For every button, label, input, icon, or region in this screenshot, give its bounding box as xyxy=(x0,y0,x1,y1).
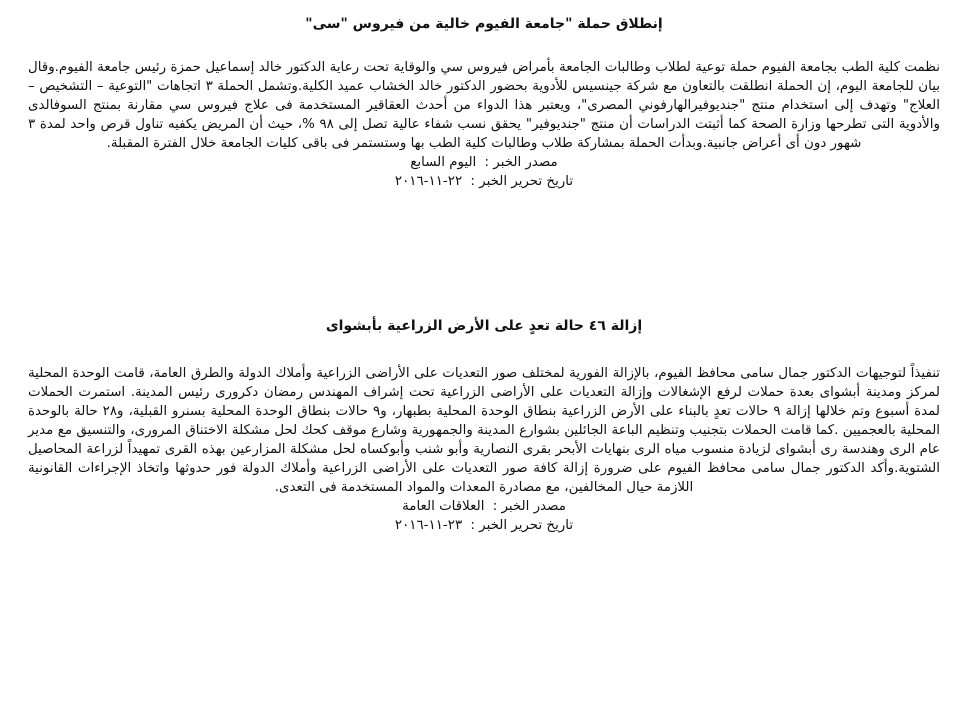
article-body: نظمت كلية الطب بجامعة الفيوم حملة توعية لطلاب وطالبات الجامعة بأمراض فيروس سي والوقاية تحت رعاية الدكتور خالد إسماعيل حمزة رئيس جامعة الفيوم.وقال بيان للجامعة اليوم، إن الحملة انطلقت بالتعاون مع شركة جينسيس للأدوية بحضور الدكتور خالد الخشاب عميد الكلية.وتشمل الحملة ٣ اتجاهات "التوعية – التشخيص – العلاج" وتهدف إلى استخدام منتج "جنديوفيرالهارفوني المصرى"، ويعتبر هذا الدواء من أحدث العقاقير المستخدمة فى علاج فيروس سي مقارنة بمنتج السوفالدى والأدوية التى تطرحها وزارة الصحة كما أثبتت الدراسات أن منتج "جنديوفير" يحقق نسب شفاء عالية تصل إلى ٩٨ %، حيث أن المريض يكفيه تناول قرص واحد لمدة ٣ شهور دون أى أعراض جانبية.وبدأت الحملة بمشاركة طلاب وطالبات كلية الطب بها وستستمر فى باقى كليات الجامعة خلال الفترة المقبلة. xyxy=(28,60,940,151)
date-value: ٢٣-١١-٢٠١٦ xyxy=(394,518,463,533)
article-title: إنطلاق حملة "جامعة الفيوم خالية من فيروس "سى" xyxy=(305,16,663,32)
source-value: اليوم السابع xyxy=(410,155,477,170)
date-label: تاريخ تحرير الخبر : xyxy=(470,174,574,189)
source-label: مصدر الخبر : xyxy=(492,499,566,514)
article-date xyxy=(28,172,940,191)
news-article-2 xyxy=(28,316,940,535)
article-date xyxy=(28,516,940,535)
date-label: تاريخ تحرير الخبر : xyxy=(470,518,574,533)
article-source xyxy=(28,497,940,516)
article-body: تنفيذاً لتوجيهات الدكتور جمال سامى محافظ الفيوم، بالإزالة الفورية لمختلف صور التعديات على الأراضى الزراعية وأملاك الدولة والطرق العامة، قامت الوحدة المحلية لمركز ومدينة أبشواى بعدة حملات لرفع الإشغالات وإزالة التعديات على الأراضى الزراعية تحت إشراف المهندس رمضان دكرورى رئيس المدينة. استمرت الحملات لمدة أسبوع وتم خلالها إزالة ٩ حالات تعدٍ بالبناء على الأرض الزراعية بنطاق الوحدة المحلية بطبهار، و٩ حالات بنطاق الوحدة المحلية بسنرو القبلية، و٢٨ حالة بالوحدة المحلية بالعجميين .كما قامت الحملات بتجنيب وتنظيم الباعة الجائلين بشوارع المدينة والجمهورية وشارع موقف كحك لحل مشكلة الاختناق المرورى، والتنسيق مع مدير عام الرى وهندسة رى أبشواى لزيادة منسوب مياه الرى بنهايات الأبحر بقرى النصارية وأبو شنب وأبوكساه لحل مشكلة المزارعين بهذه القرى تمهيداً لزراعة المحاصيل الشتوية.وأكد الدكتور جمال سامى محافظ الفيوم على ضرورة إزالة كافة صور التعديات على الأراضى الزراعية وأملاك الدولة فور حدوثها واتخاذ الإجراءات القانونية اللازمة حيال المخالفين، مع مصادرة المعدات والمواد المستخدمة فى التعدى. xyxy=(28,366,940,495)
source-label: مصدر الخبر : xyxy=(484,155,558,170)
source-value: العلاقات العامة xyxy=(402,499,485,514)
news-article-1 xyxy=(28,14,940,191)
date-value: ٢٢-١١-٢٠١٦ xyxy=(394,174,463,189)
article-source xyxy=(28,153,940,172)
article-title: إزالة ٤٦ حالة تعدٍ على الأرض الزراعية بأبشواى xyxy=(325,318,643,334)
